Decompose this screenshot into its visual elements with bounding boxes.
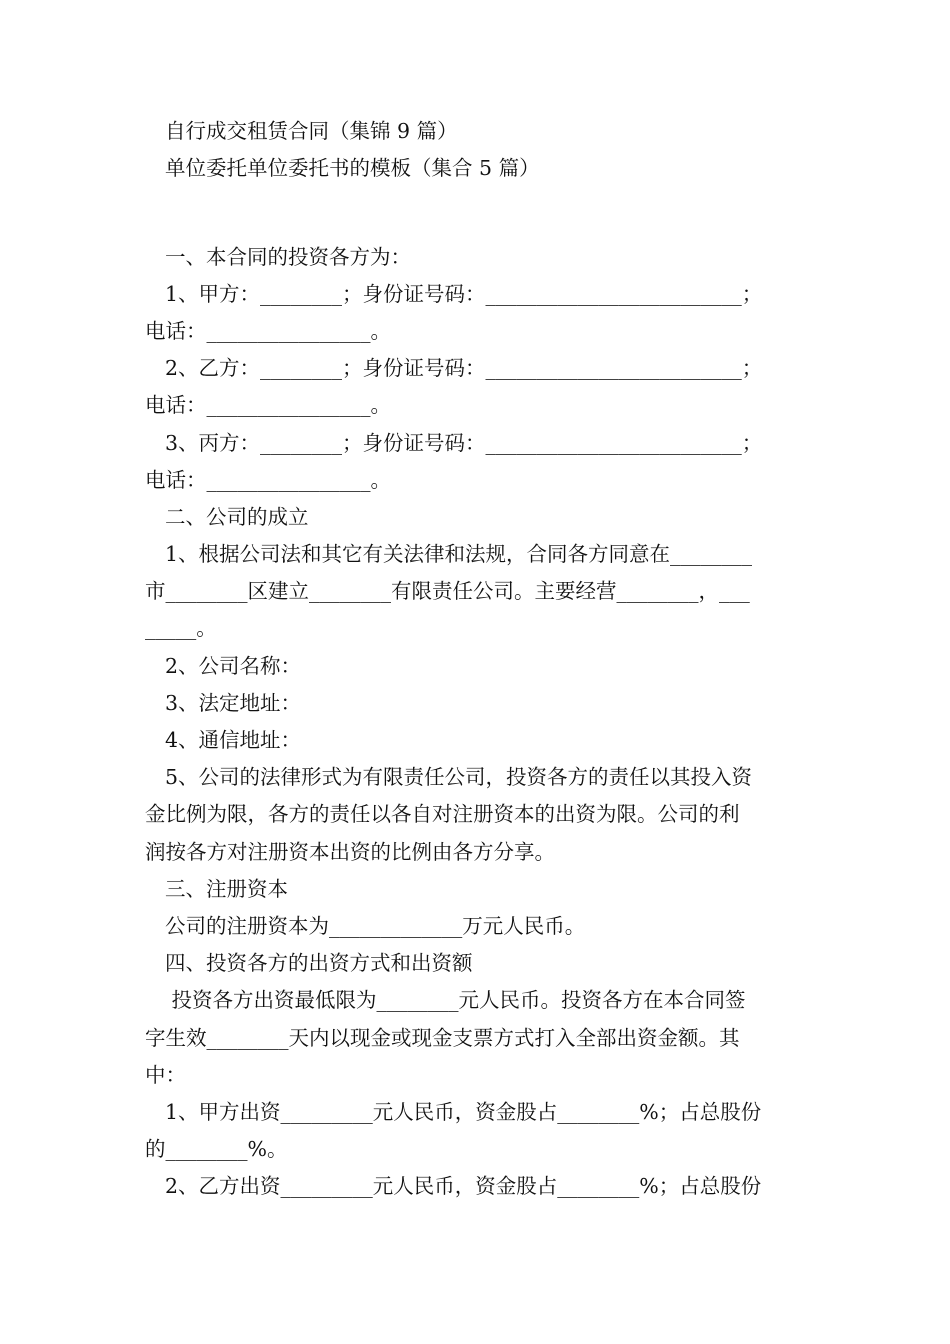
contract-line: 5、公司的法律形式为有限责任公司，投资各方的责任以其投入资 <box>165 765 753 790</box>
contract-line: 2、乙方：________；身份证号码：_________________________； <box>165 356 763 381</box>
contract-line: 3、法定地址： <box>165 690 302 715</box>
contract-line: 2、乙方出资_________元人民币，资金股占________%；占总股份 <box>165 1174 762 1199</box>
contract-line: 三、注册资本 <box>165 876 288 901</box>
contract-line: 1、甲方：________；身份证号码：_________________________； <box>165 281 763 306</box>
contract-line: 二、公司的成立 <box>165 504 309 529</box>
contract-line: _____。 <box>145 616 217 641</box>
related-title-2[interactable]: 单位委托单位委托书的模板（集合 5 篇） <box>165 156 540 181</box>
contract-line: 2、公司名称： <box>165 653 302 678</box>
contract-line: 3、丙方：________；身份证号码：_________________________； <box>165 430 763 455</box>
contract-line: 1、根据公司法和其它有关法律和法规，合同各方同意在________ <box>165 542 753 567</box>
contract-line: 的________%。 <box>145 1137 288 1162</box>
paragraph-spacer <box>145 225 810 239</box>
contract-line: 投资各方出资最低限为________元人民币。投资各方在本合同签 <box>165 988 746 1013</box>
contract-line: 一、本合同的投资各方为： <box>165 244 411 269</box>
contract-line: 电话：________________。 <box>145 467 391 492</box>
contract-line: 4、通信地址： <box>165 728 302 752</box>
contract-line: 电话：________________。 <box>145 318 391 343</box>
contract-line: 字生效________天内以现金或现金支票方式打入全部出资金额。其 <box>145 1025 740 1050</box>
related-title-1[interactable]: 自行成交租赁合同（集锦 9 篇） <box>165 119 458 143</box>
contract-line: 1、甲方出资_________元人民币，资金股占________%；占总股份 <box>165 1099 762 1124</box>
contract-line: 金比例为限，各方的责任以各自对注册资本的出资为限。公司的利 <box>145 802 740 827</box>
contract-line: 润按各方对注册资本出资的比例由各方分享。 <box>145 839 555 864</box>
contract-line: 市________区建立________有限责任公司。主要经营________，___ <box>145 579 750 604</box>
contract-line: 四、投资各方的出资方式和出资额 <box>165 951 473 976</box>
contract-line: 中： <box>145 1062 186 1087</box>
contract-line: 电话：________________。 <box>145 393 391 418</box>
contract-text <box>145 239 810 1206</box>
document-body <box>145 113 810 1205</box>
blank-line <box>145 187 810 224</box>
contract-line: 公司的注册资本为_____________万元人民币。 <box>165 913 586 938</box>
